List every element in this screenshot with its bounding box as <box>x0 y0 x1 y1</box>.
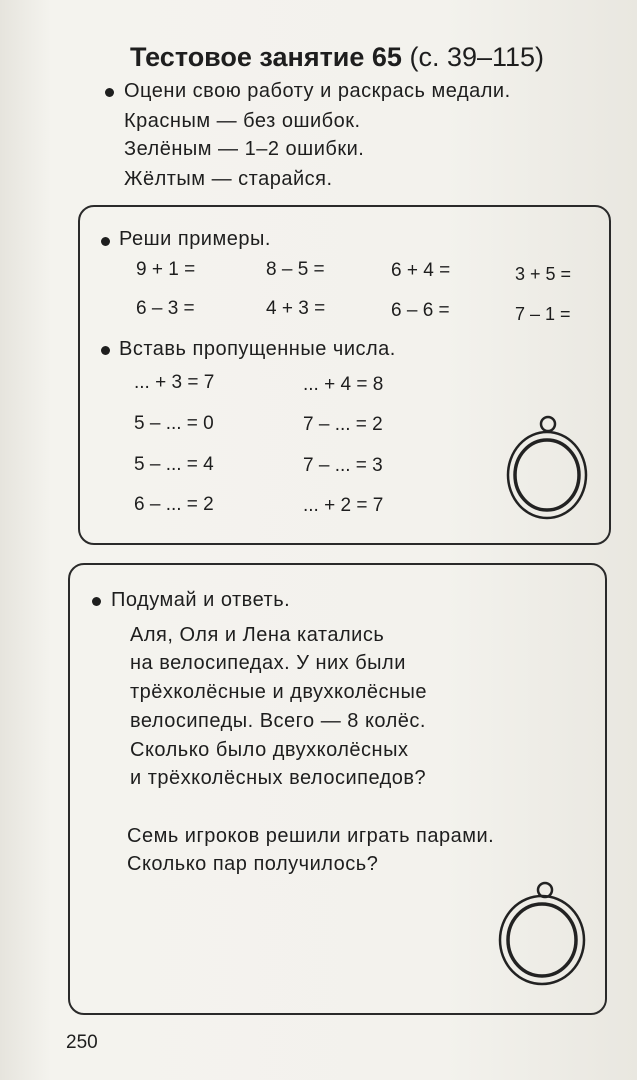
example: 3 + 5 = <box>515 264 572 284</box>
missing-number-example: ... + 4 = 8 <box>303 374 384 395</box>
problem-line: и трёхколёсных велосипедов? <box>130 767 427 789</box>
problem-line: на велосипедах. У них были <box>130 652 406 674</box>
missing-number-example: 6 – ... = 2 <box>134 494 214 515</box>
bullet-icon <box>92 597 101 606</box>
missing-number-example: 5 – ... = 0 <box>134 413 214 434</box>
missing-number-example: ... + 3 = 7 <box>134 372 215 393</box>
intro-line: Жёлтым — старайся. <box>124 168 333 190</box>
task-heading: Подумай и ответь. <box>111 589 291 611</box>
example: 6 – 3 = <box>136 298 195 319</box>
missing-number-example: 7 – ... = 3 <box>303 455 383 476</box>
example: 6 – 6 = <box>391 300 450 321</box>
page-number: 250 <box>66 1032 98 1053</box>
example: 6 + 4 = <box>391 260 451 281</box>
intro-line: Красным — без ошибок. <box>124 110 361 132</box>
medal-icon[interactable] <box>502 412 592 522</box>
example: 8 – 5 = <box>266 259 325 280</box>
task-heading: Реши примеры. <box>119 228 271 250</box>
missing-number-example: ... + 2 = 7 <box>303 495 384 516</box>
example: 4 + 3 = <box>266 298 326 319</box>
problem-line: велосипеды. Всего — 8 колёс. <box>130 710 426 732</box>
problem-line: Семь игроков решили играть парами. <box>127 825 495 847</box>
missing-number-example: 7 – ... = 2 <box>303 414 383 435</box>
problem-line: Аля, Оля и Лена катались <box>130 624 385 646</box>
bullet-icon <box>101 346 110 355</box>
problem-line: трёхколёсные и двухколёсные <box>130 681 428 703</box>
missing-number-example: 5 – ... = 4 <box>134 454 214 475</box>
example: 7 – 1 = <box>515 304 571 324</box>
problem-line: Сколько пар получилось? <box>127 853 379 875</box>
bullet-icon <box>101 237 110 246</box>
lesson-title: Тестовое занятие 65 <box>130 42 402 72</box>
example: 9 + 1 = <box>136 259 196 280</box>
lesson-pages: (с. 39–115) <box>409 42 545 72</box>
page-title <box>130 42 544 73</box>
intro-line: Оцени свою работу и раскрась медали. <box>124 80 511 102</box>
problem-line: Сколько было двухколёсных <box>130 739 409 761</box>
bullet-icon <box>105 88 114 97</box>
intro-line: Зелёным — 1–2 ошибки. <box>124 138 365 160</box>
medal-icon[interactable] <box>492 880 587 990</box>
task-heading: Вставь пропущенные числа. <box>119 338 396 360</box>
